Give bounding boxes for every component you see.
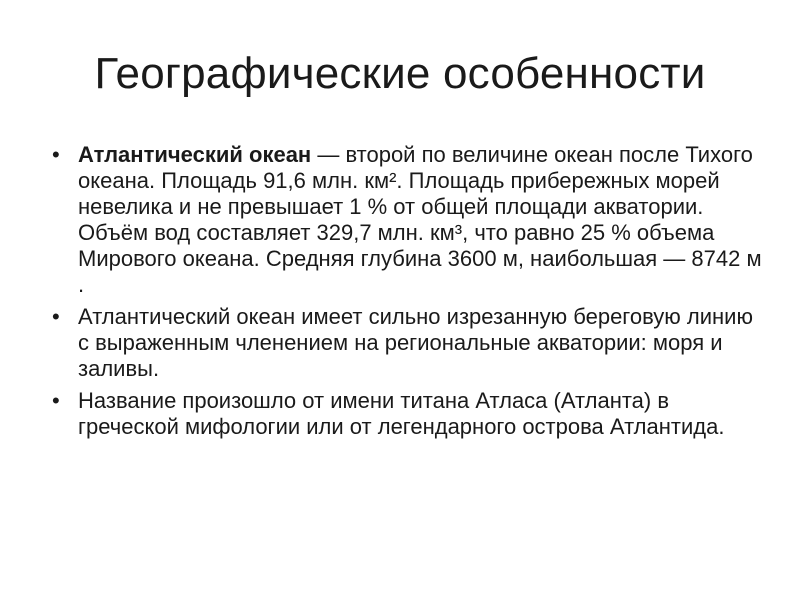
bullet-term: Атлантический океан <box>78 142 312 167</box>
bullet-dot-icon: • <box>52 388 60 413</box>
bullet-text: Атлантический океан имеет сильно изрезанную береговую линию с выраженным членением на региональные акватории: моря и заливы. <box>78 304 753 381</box>
bullet-item <box>50 388 770 440</box>
bullet-text: Название произошло от имени титана Атласа (Атланта) в греческой мифологии или от легендарного острова Атлантида. <box>78 388 725 439</box>
bullet-text: — второй по величине океан после Тихого океана. Площадь 91,6 млн. км². Площадь прибережных морей невелика и не превышает 1 % от общей площади акватории. Объём вод составляет 329,7 млн. км³, что равно 25 % объема Мирового океана. Средняя глубина 3600 м, наибольшая — 8742 м . <box>78 142 762 297</box>
bullet-dot-icon: • <box>52 142 60 167</box>
bullet-dot-icon: • <box>52 304 60 329</box>
bullet-list <box>50 142 770 446</box>
slide-title: Географические особенности <box>94 49 706 98</box>
bullet-item <box>50 304 770 382</box>
bullet-item <box>50 142 770 298</box>
